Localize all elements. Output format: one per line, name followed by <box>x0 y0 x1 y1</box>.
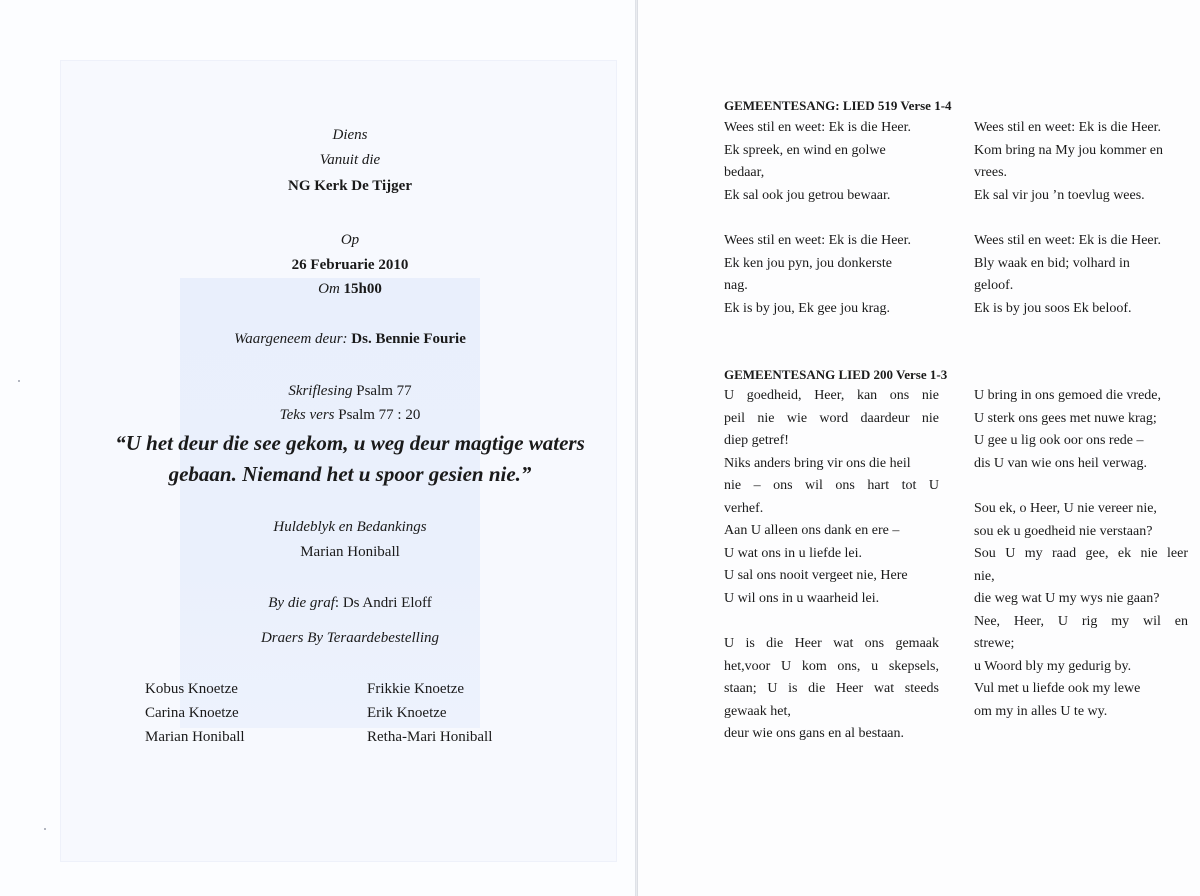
hymn-line: bedaar, <box>724 165 765 180</box>
hymn-line: Ek sal ook jou getrou bewaar. <box>724 187 891 203</box>
pallbearer-name: Frikkie Knoetze <box>367 681 465 697</box>
hymn-line: u Woord bly my gedurig by. <box>974 658 1132 674</box>
time-value: 15h00 <box>343 281 382 297</box>
pallbearers-right-column <box>367 677 492 749</box>
graveside-line <box>90 592 610 614</box>
hymn-line: U bring in ons gemoed die vrede, <box>974 388 1162 403</box>
text-label: Teks vers <box>279 407 335 423</box>
hymn-line: nag. <box>724 278 748 293</box>
officiant-label: Waargeneem deur: <box>234 331 348 347</box>
hymn-line: U wat ons in u liefde lei. <box>724 545 863 561</box>
graveside-name: : Ds Andri Eloff <box>334 595 432 611</box>
hymn-line: het,voor U kom ons, u skepsels, <box>724 658 939 674</box>
hymn-line: Ek sal vir jou ’n toevlug wees. <box>974 187 1145 203</box>
paper-speck <box>18 380 20 382</box>
hymn-line: Wees stil en weet: Ek is die Heer. <box>974 233 1162 248</box>
tribute-label: Huldeblyk en Bedankings <box>273 519 427 535</box>
hymn-519-column-1 <box>724 117 969 320</box>
pallbearers-heading: Draers By Teraardebestelling <box>260 630 440 646</box>
op-label: Op <box>340 232 360 248</box>
pallbearers-left-column <box>145 677 245 749</box>
hymn-line: Ek is by jou soos Ek beloof. <box>974 300 1132 316</box>
hymn-line: om my in alles U te wy. <box>974 703 1108 719</box>
hymn-line: U is die Heer wat ons gemaak <box>724 636 939 651</box>
hymn-line: Wees stil en weet: Ek is die Heer. <box>724 120 912 135</box>
paper-speck <box>44 828 46 830</box>
om-label: Om <box>318 281 340 297</box>
hymn-line: verhef. <box>724 500 764 516</box>
hymn-line: Aan U alleen ons dank en ere – <box>724 523 900 538</box>
hymn-519-column-2 <box>974 117 1194 320</box>
hymn-line: U wil ons in u waarheid lei. <box>724 590 880 606</box>
hymn-line: sou ek u goedheid nie verstaan? <box>974 523 1153 539</box>
officiant-name: Ds. Bennie Fourie <box>351 331 466 347</box>
pallbearer-name: Erik Knoetze <box>367 705 447 721</box>
hymn-line: peil nie wie word daardeur nie <box>724 410 939 426</box>
church-name: NG Kerk De Tijger <box>287 178 412 194</box>
hymn-line: deur wie ons gans en al bestaan. <box>724 726 904 741</box>
hymn-line: Sou ek, o Heer, U nie vereer nie, <box>974 501 1157 516</box>
hymn-line: Vul met u liefde ook my lewe <box>974 681 1141 696</box>
hymn-line: strewe; <box>974 636 1015 651</box>
pallbearer-name: Kobus Knoetze <box>145 681 238 697</box>
hymn-line: staan; U is die Heer wat steeds <box>724 681 939 696</box>
service-time <box>90 278 610 300</box>
hymn-519-title: GEMEENTESANG: LIED 519 Verse 1-4 <box>724 98 952 113</box>
hymn-line: die weg wat U my wys nie gaan? <box>974 591 1160 606</box>
hymn-200-title: GEMEENTESANG LIED 200 Verse 1-3 <box>724 367 948 382</box>
scripture-verse-line-1: “U het deur die see gekom, u weg deur magtige waters <box>115 431 585 455</box>
diens-label: Diens <box>332 127 368 143</box>
reading-line <box>90 380 610 402</box>
scripture-verse-line-2: gebaan. Niemand het u spoor gesien nie.” <box>168 462 532 486</box>
hymn-line: U goedheid, Heer, kan ons nie <box>724 388 939 403</box>
hymn-line: geloof. <box>974 278 1014 293</box>
hymn-line: Nee, Heer, U rig my wil en <box>974 613 1188 629</box>
pallbearer-name: Retha-Mari Honiball <box>367 729 493 745</box>
hymn-line: diep getref! <box>724 433 789 448</box>
hymn-line: nie, <box>974 568 995 584</box>
pallbearer-name: Carina Knoetze <box>145 705 239 721</box>
hymn-line: nie – ons wil ons hart tot U <box>724 478 939 493</box>
hymn-line: vrees. <box>974 165 1008 180</box>
hymn-line: Niks anders bring vir ons die heil <box>724 455 911 471</box>
hymn-line: Ek spreek, en wind en golwe <box>724 142 886 158</box>
hymn-line: Wees stil en weet: Ek is die Heer. <box>974 120 1162 135</box>
hymn-line: U sal ons nooit vergeet nie, Here <box>724 568 908 583</box>
hymn-line: U sterk ons gees met nuwe krag; <box>974 410 1157 426</box>
pallbearer-name: Marian Honiball <box>145 729 245 745</box>
service-date: 26 Februarie 2010 <box>291 257 409 273</box>
reading-value: Psalm 77 <box>356 383 412 399</box>
officiant-line <box>90 328 610 350</box>
hymn-200-column-2 <box>974 385 1188 723</box>
text-value: Psalm 77 : 20 <box>338 407 421 423</box>
hymn-line: Ek is by jou, Ek gee jou krag. <box>724 300 891 316</box>
reading-label: Skriflesing <box>288 383 353 399</box>
hymn-line: Sou U my raad gee, ek nie leer <box>974 546 1188 561</box>
graveside-label: By die graf <box>268 595 335 611</box>
hymn-line: gewaak het, <box>724 703 791 719</box>
hymn-line: dis U van wie ons heil verwag. <box>974 455 1148 471</box>
right-page <box>638 0 1200 896</box>
hymn-line: Wees stil en weet: Ek is die Heer. <box>724 233 912 248</box>
vanuit-label: Vanuit die <box>319 152 381 168</box>
text-line <box>90 404 610 426</box>
hymn-line: Kom bring na My jou kommer en <box>974 142 1163 158</box>
hymn-line: Bly waak en bid; volhard in <box>974 255 1130 271</box>
hymn-200-column-1 <box>724 385 939 746</box>
hymn-line: Ek ken jou pyn, jou donkerste <box>724 255 892 271</box>
tribute-name: Marian Honiball <box>300 544 400 560</box>
hymn-line: U gee u lig ook oor ons rede – <box>974 433 1144 448</box>
